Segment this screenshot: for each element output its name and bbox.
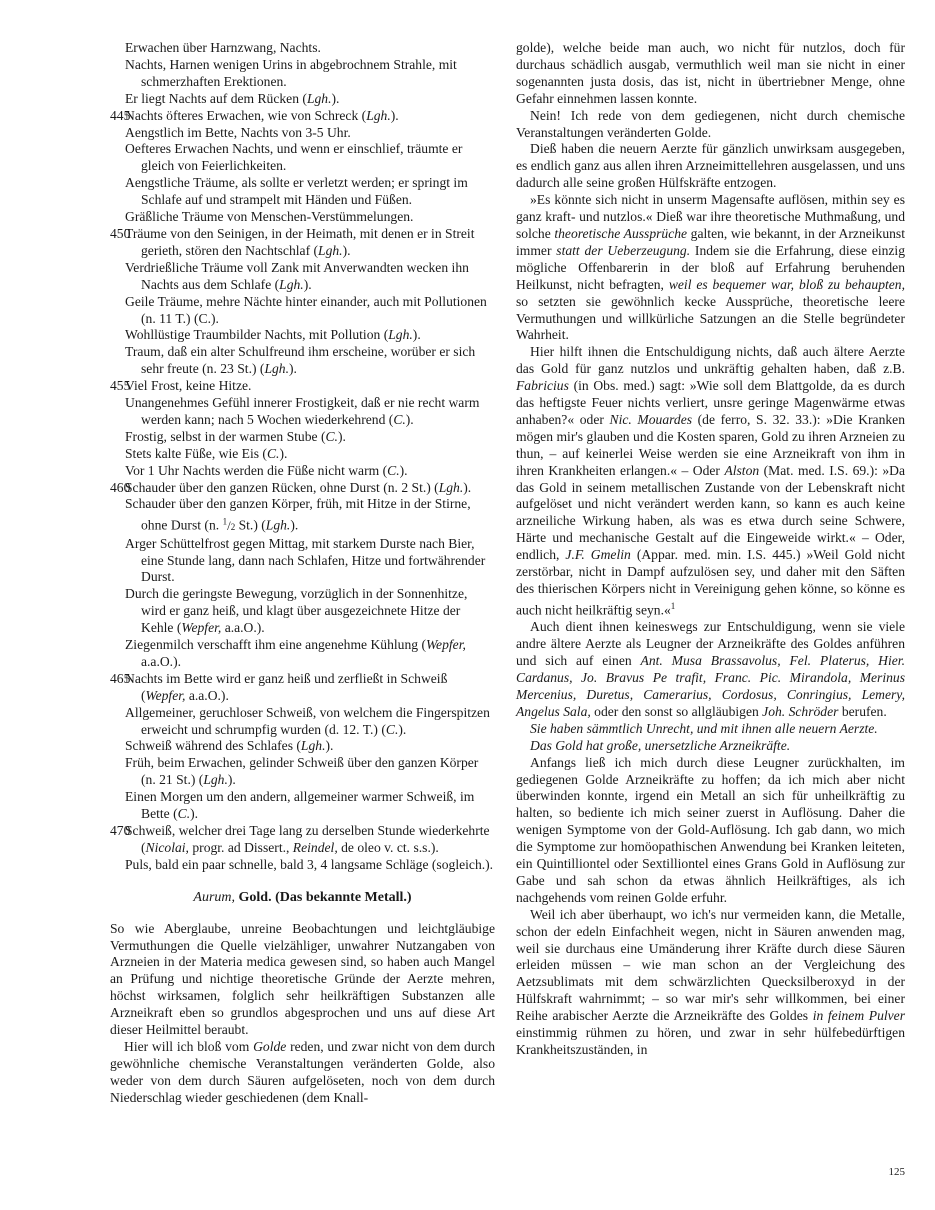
symptom-number: 465 xyxy=(110,670,131,686)
symptom-entry: Frostig, selbst in der warmen Stube (C.). xyxy=(125,428,346,444)
left-column xyxy=(110,40,495,1107)
body-text xyxy=(110,921,495,1107)
paragraph: Nein! Ich rede von dem gediegenen, nicht durch chemische Veranstaltungen veränderten Golde. xyxy=(516,107,905,140)
symptom-entry: Puls, bald ein paar schnelle, bald 3, 4 langsame Schläge (sogleich.). xyxy=(125,856,494,872)
symptom-entry: Vor 1 Uhr Nachts werden die Füße nicht warm (C.). xyxy=(125,462,408,478)
paragraph: Dieß haben die neuern Aerzte für gänzlich unwirksam ausgegeben, es endlich ganz aus allen ihren Arzneimittellehren ausgelassen, und uns dadurch alle seine großen Hülfskräfte entzogen. xyxy=(516,141,905,191)
symptom-entry: 450 Träume von den Seinigen, in der Heimath, mit denen er in Streit gerieth, stören den Nachtschlaf (Lgh.). xyxy=(110,225,475,258)
symptom-entry: Nachts, Harnen wenigen Urins in abgebrochnem Strahle, mit schmerzhaften Erektionen. xyxy=(125,56,457,89)
symptom-entry: Wohllüstige Traumbilder Nachts, mit Pollution (Lgh.). xyxy=(125,327,421,343)
symptom-entry: Früh, beim Erwachen, gelinder Schweiß über den ganzen Körper (n. 21 St.) (Lgh.). xyxy=(125,755,479,788)
symptom-entry: 465 Nachts im Bette wird er ganz heiß und zerfließt in Schweiß (Wepfer, a.a.O.). xyxy=(110,670,448,703)
symptom-entry: Ziegenmilch verschafft ihm eine angenehme Kühlung (Wepfer, a.a.O.). xyxy=(125,637,466,669)
symptom-entry: 445 Nachts öfteres Erwachen, wie von Schreck (Lgh.). xyxy=(110,107,399,123)
symptom-entry: Schweiß während des Schlafes (Lgh.). xyxy=(125,738,334,754)
paragraph: So wie Aberglaube, unreine Beobachtungen und leichtgläubige Vermuthungen die Quelle vielzähliger, unwahrer Nutzangaben von Arzneien in der Materia medica gewesen sind, so haben auch Mangel an Prüfung und nichtige theoretische Gründe der Aerzte mehren, höchst wirksamen, folglich sehr heilkräftigen Substanzen alle Arzneikraft eben so grundlos abgesprochen und uns auf diese Art dieser Heilmittel beraubt. xyxy=(110,920,495,1038)
symptom-entry: 470 Schweiß, welcher drei Tage lang zu derselben Stunde wiederkehrte (Nicolai, progr. ad Dissert., Reindel, de oleo v. ct. s.s.). xyxy=(110,823,490,855)
symptom-list xyxy=(110,40,495,496)
symptom-entry: 460 Schauder über den ganzen Rücken, ohne Durst (n. 2 St.) (Lgh.). xyxy=(110,479,472,495)
paragraph: Das Gold hat große, unersetzliche Arzneikräfte. xyxy=(530,737,791,753)
symptom-entry: Einen Morgen um den andern, allgemeiner warmer Schweiß, im Bette (C.). xyxy=(125,789,475,822)
symptom-entry: Geile Träume, mehre Nächte hinter einander, auch mit Pollutionen (n. 11 T.) (C.). xyxy=(125,293,487,326)
symptom-entry: Durch die geringste Bewegung, vorzüglich in der Sonnenhitze, wird er ganz heiß, und klagt über ausgezeichnete Hitze der Kehle (Wepfer, a.a.O.). xyxy=(125,586,468,636)
symptom-number: 450 xyxy=(110,225,131,241)
symptom-entry: Aengstlich im Bette, Nachts von 3-5 Uhr. xyxy=(125,124,351,140)
paragraph: Hier hilft ihnen die Entschuldigung nichts, daß auch ältere Aerzte das Gold für ganz nutzlos und unkräftig gehalten haben, daß z.B. Fabricius (in Obs. med.) sagt: »Wie soll dem Blattgolde, da es durch das heftigste Feuer nichts verliert, unsre geringe Magenwärme etwas anhaben?« oder Nic. Mouardes (de ferro, S. 32. 33.): »Die Kranken mögen mir's glauben und die Kosten sparen, Gold zu ihren Arzneien zu thun, – auf keinerlei Weise werden sie eine Arzneikraft von ihm in ihren Krankheiten erlangen.« – Oder Alston (Mat. med. I.S. 69.): »Da das Gold in seinem metallischen Zustande von der Lebenskraft nicht aufgelöset und nicht verändert werden kann, so kann es auch keine arzneiliche Wirkung haben, als was es etwa durch seine Schwere, Härte und mechanische Gestalt auf die Eingeweide wirkt.« – Oder, endlich, J.F. Gmelin (Appar. med. min. I.S. 445.) »Weil Gold nicht zerstörbar, nicht in Dampf aufzulösen sey, und daher mit den Säften des thierischen Körpers nicht in Vereinigung gehen könne, so könne es auch nicht heilkräftig seyn.«$^1$ xyxy=(516,344,905,618)
symptom-entry: Oefteres Erwachen Nachts, und wenn er einschlief, träumte er gleich von Feierlichkeiten. xyxy=(125,141,463,174)
page-number: 125 xyxy=(888,1166,905,1178)
section-heading: Aurum, Gold. (Das bekannte Metall.) xyxy=(193,889,412,905)
symptom-entry: Erwachen über Harnzwang, Nachts. xyxy=(125,40,321,55)
paragraph: »Es könnte sich nicht in unserm Magensafte auflösen, mithin sey es ganz kraft- und nutzlos.« Dieß war ihre theoretische Muthmaßung, und solche theoretische Aussprüche galten, wie bekannt, in der Arzneikunst immer statt der Ueberzeugung. Indem sie die Erfahrung, diese einzig mögliche Offenbarerin in der bloß auf Erfahrung beruhenden Heilkunst, nicht befragten, weil es bequemer war, bloß zu behaupten, so setzten sie gewöhnlich kecke Aussprüche, theoretische leere Vermuthungen und willkürliche Satzungen an die Stelle begründeter Wahrheit. xyxy=(516,192,906,343)
symptom-entry: Verdrießliche Träume voll Zank mit Anverwandten wecken ihn Nachts aus dem Schlafe (Lgh.). xyxy=(125,259,469,292)
paragraph: Weil ich aber überhaupt, wo ich's nur vermeiden kann, die Metalle, schon der edeln Einfachheit wegen, nicht in Säuren anwenden mag, weil sie durchaus eine Umänderung ihrer Kräfte durch diese Säuren erleiden müssen – wie man schon an der Vergleichung des Aetzsublimats mit dem schwärzlichten Quecksilberoxyd in der Hülfskraft wahrnimmt; – so war mir's sehr willkommen, bei einer Reihe arabischer Aerzte die Arzneikräfte des Goldes in feinem Pulver einstimmig rühmen zu hören, und zwar in sehr hülfebedürftigen Krankheitszuständen, in xyxy=(516,906,906,1057)
symptom-entry: Arger Schüttelfrost gegen Mittag, mit starkem Durste nach Bier, eine Stunde lang, dann nach Schlafen, Hitze und fortwährender Durst. xyxy=(125,535,486,585)
symptom-entry: Er liegt Nachts auf dem Rücken (Lgh.). xyxy=(125,90,340,106)
symptom-number: 445 xyxy=(110,107,131,123)
symptom-entry: Aengstliche Träume, als sollte er verletzt werden; er springt im Schlafe auf und strampelt mit Händen und Füßen. xyxy=(125,175,468,208)
symptom-list xyxy=(110,536,495,874)
paragraph: Anfangs ließ ich mich durch diese Leugner zurückhalten, im gediegenen Golde Arzneikräfte zu hoffen; da ich mich aber nicht überwinden konnte, irgend ein Metall an sich für unheilkräftig zu halten, so bediente ich mich seiner zuerst in Auflösung. Daher die wenigen Symptome von der Gold-Auflösung. Ich gab dann, wo mich die Symptome zur homöopathischen Anwendung bei Kranken leiteten, ein Quintilliontel oder Sextilliontel eines Grans Gold in Auflösung zur Gabe und sah schon da etwas ähnlich Heilkräftiges, als ich nachgehends vom reinen Golde erfuhr. xyxy=(516,754,905,905)
symptom-entry: 455 Viel Frost, keine Hitze. xyxy=(110,378,252,394)
symptom-number: 460 xyxy=(110,479,131,495)
paragraph: Hier will ich bloß vom Golde reden, und zwar nicht von dem durch gewöhnliche chemische Veranstaltungen veränderten Golde, also weder von dem durch Säuren aufgelöseten, noch von dem durch Niederschlag wieder geschiedenen (dem Knall- xyxy=(110,1038,495,1105)
symptom-entry: Gräßliche Träume von Menschen-Verstümmelungen. xyxy=(125,209,414,225)
symptom-entry: Allgemeiner, geruchloser Schweiß, von welchem die Fingerspitzen erweicht und schrumpfig wurden (d. 12. T.) (C.). xyxy=(125,704,490,737)
body-text xyxy=(516,40,905,1059)
paragraph: Sie haben sämmtlich Unrecht, und mit ihnen alle neuern Aerzte. xyxy=(530,720,878,736)
symptom-number: 455 xyxy=(110,378,131,394)
right-column xyxy=(516,40,905,1059)
symptom-number: 470 xyxy=(110,823,131,839)
symptom-entry: Traum, daß ein alter Schulfreund ihm erscheine, worüber er sich sehr freute (n. 23 St.) (Lgh.). xyxy=(125,344,476,377)
symptom-entry: Schauder über den ganzen Körper, früh, mit Hitze in der Stirne, ohne Durst (n. $^1$/2 St.) (Lgh.). xyxy=(125,496,471,533)
symptom-entry: Unangenehmes Gefühl innerer Frostigkeit, daß er nie recht warm werden kann; nach 5 Wochen wiederkehrend (C.). xyxy=(125,395,480,427)
paragraph: Auch dient ihnen keineswegs zur Entschuldigung, wenn sie viele andre ältere Aerzte als Leugner der Arzneikräfte des Goldes anführen und sich auf einen Ant. Musa Brassavolus, Fel. Platerus, Hier. Cardanus, Jo. Bravus Pe trafit, Franc. Pic. Mirandola, Merinus Mercenius, Duretus, Camerarius, Cordosus, Conringius, Lemery, Angelus Sala, oder den sonst so allgläubigen Joh. Schröder berufen. xyxy=(516,619,905,719)
paragraph: golde), welche beide man auch, wo nicht für nutzlos, doch für durchaus schädlich ausgab, vermuthlich weil man sie nicht in einer sogenannten justa dosis, das ist, nicht in übertriebner Menge, ohne Gefahr einnehmen lassen konnte. xyxy=(516,40,905,106)
symptom-entry: Stets kalte Füße, wie Eis (C.). xyxy=(125,445,288,461)
